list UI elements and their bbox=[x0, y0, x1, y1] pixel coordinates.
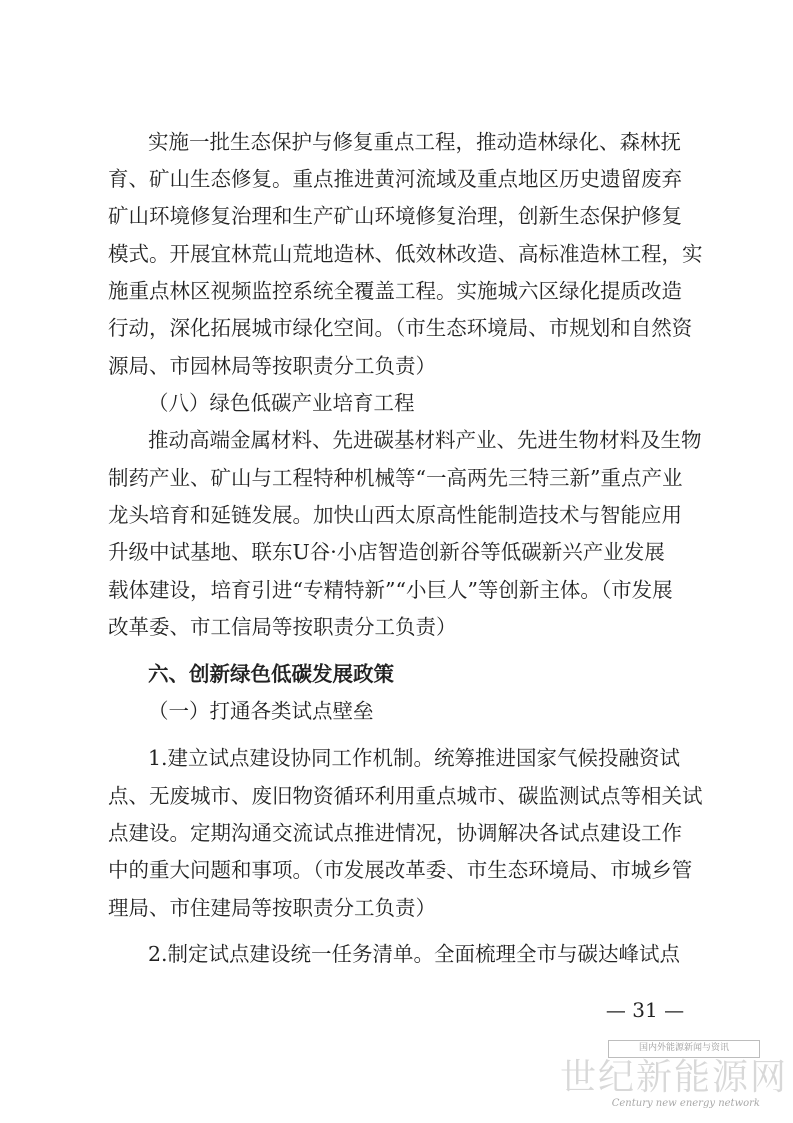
paragraph-line: 行动，深化拓展城市绿化空间。（市生态环境局、市规划和自然资 bbox=[108, 316, 693, 340]
paragraph-line: 矿山环境修复治理和生产矿山环境修复治理，创新生态保护修复 bbox=[108, 204, 682, 228]
watermark-caption: 国内外能源新闻与资讯 bbox=[608, 1040, 760, 1058]
paragraph-line: 改革委、市工信局等按职责分工负责） bbox=[108, 615, 457, 639]
paragraph-line: 育、矿山生态修复。重点推进黄河流域及重点地区历史遗留废弃 bbox=[108, 167, 682, 191]
paragraph-line: 源局、市园林局等按职责分工负责） bbox=[108, 354, 436, 378]
section-subheading: （八）绿色低碳产业培育工程 bbox=[148, 391, 415, 415]
watermark-logo-text: 世纪新能源网 bbox=[560, 1057, 789, 1098]
paragraph-line: 1.建立试点建设协同工作机制。统筹推进国家气候投融资试 bbox=[148, 746, 681, 770]
paragraph-line: 龙头培育和延链发展。加快山西太原高性能制造技术与智能应用 bbox=[108, 503, 682, 527]
paragraph-line: 载体建设，培育引进“专精特新”“小巨人”等创新主体。（市发展 bbox=[108, 578, 673, 602]
paragraph-line: 2.制定试点建设统一任务清单。全面梳理全市与碳达峰试点 bbox=[148, 942, 681, 966]
paragraph-line: 中的重大问题和事项。（市发展改革委、市生态环境局、市城乡管 bbox=[108, 858, 693, 882]
paragraph-line: 模式。开展宜林荒山荒地造林、低效林改造、高标准造林工程，实 bbox=[108, 242, 703, 266]
paragraph-line: 制药产业、矿山与工程特种机械等“一高两先三特三新”重点产业 bbox=[108, 466, 683, 490]
page-number: — 31 — bbox=[605, 998, 685, 1022]
watermark-subtitle: Century new energy network bbox=[611, 1098, 760, 1109]
watermark-logo bbox=[560, 1040, 789, 1115]
paragraph-line: 施重点林区视频监控系统全覆盖工程。实施城六区绿化提质改造 bbox=[108, 279, 682, 303]
section-heading: 六、创新绿色低碳发展政策 bbox=[148, 662, 394, 686]
paragraph-line: 理局、市住建局等按职责分工负责） bbox=[108, 896, 436, 920]
paragraph-line: 推动高端金属材料、先进碳基材料产业、先进生物材料及生物 bbox=[148, 428, 702, 452]
paragraph-line: 实施一批生态保护与修复重点工程，推动造林绿化、森林抚 bbox=[148, 130, 681, 154]
paragraph-line: 升级中试基地、联东U谷·小店智造创新谷等低碳新兴产业发展 bbox=[108, 540, 665, 564]
paragraph-line: 点建设。定期沟通交流试点推进情况，协调解决各试点建设工作 bbox=[108, 821, 682, 845]
section-subheading: （一）打通各类试点壁垒 bbox=[148, 699, 374, 723]
paragraph-line: 点、无废城市、废旧物资循环利用重点城市、碳监测试点等相关试 bbox=[108, 784, 703, 808]
